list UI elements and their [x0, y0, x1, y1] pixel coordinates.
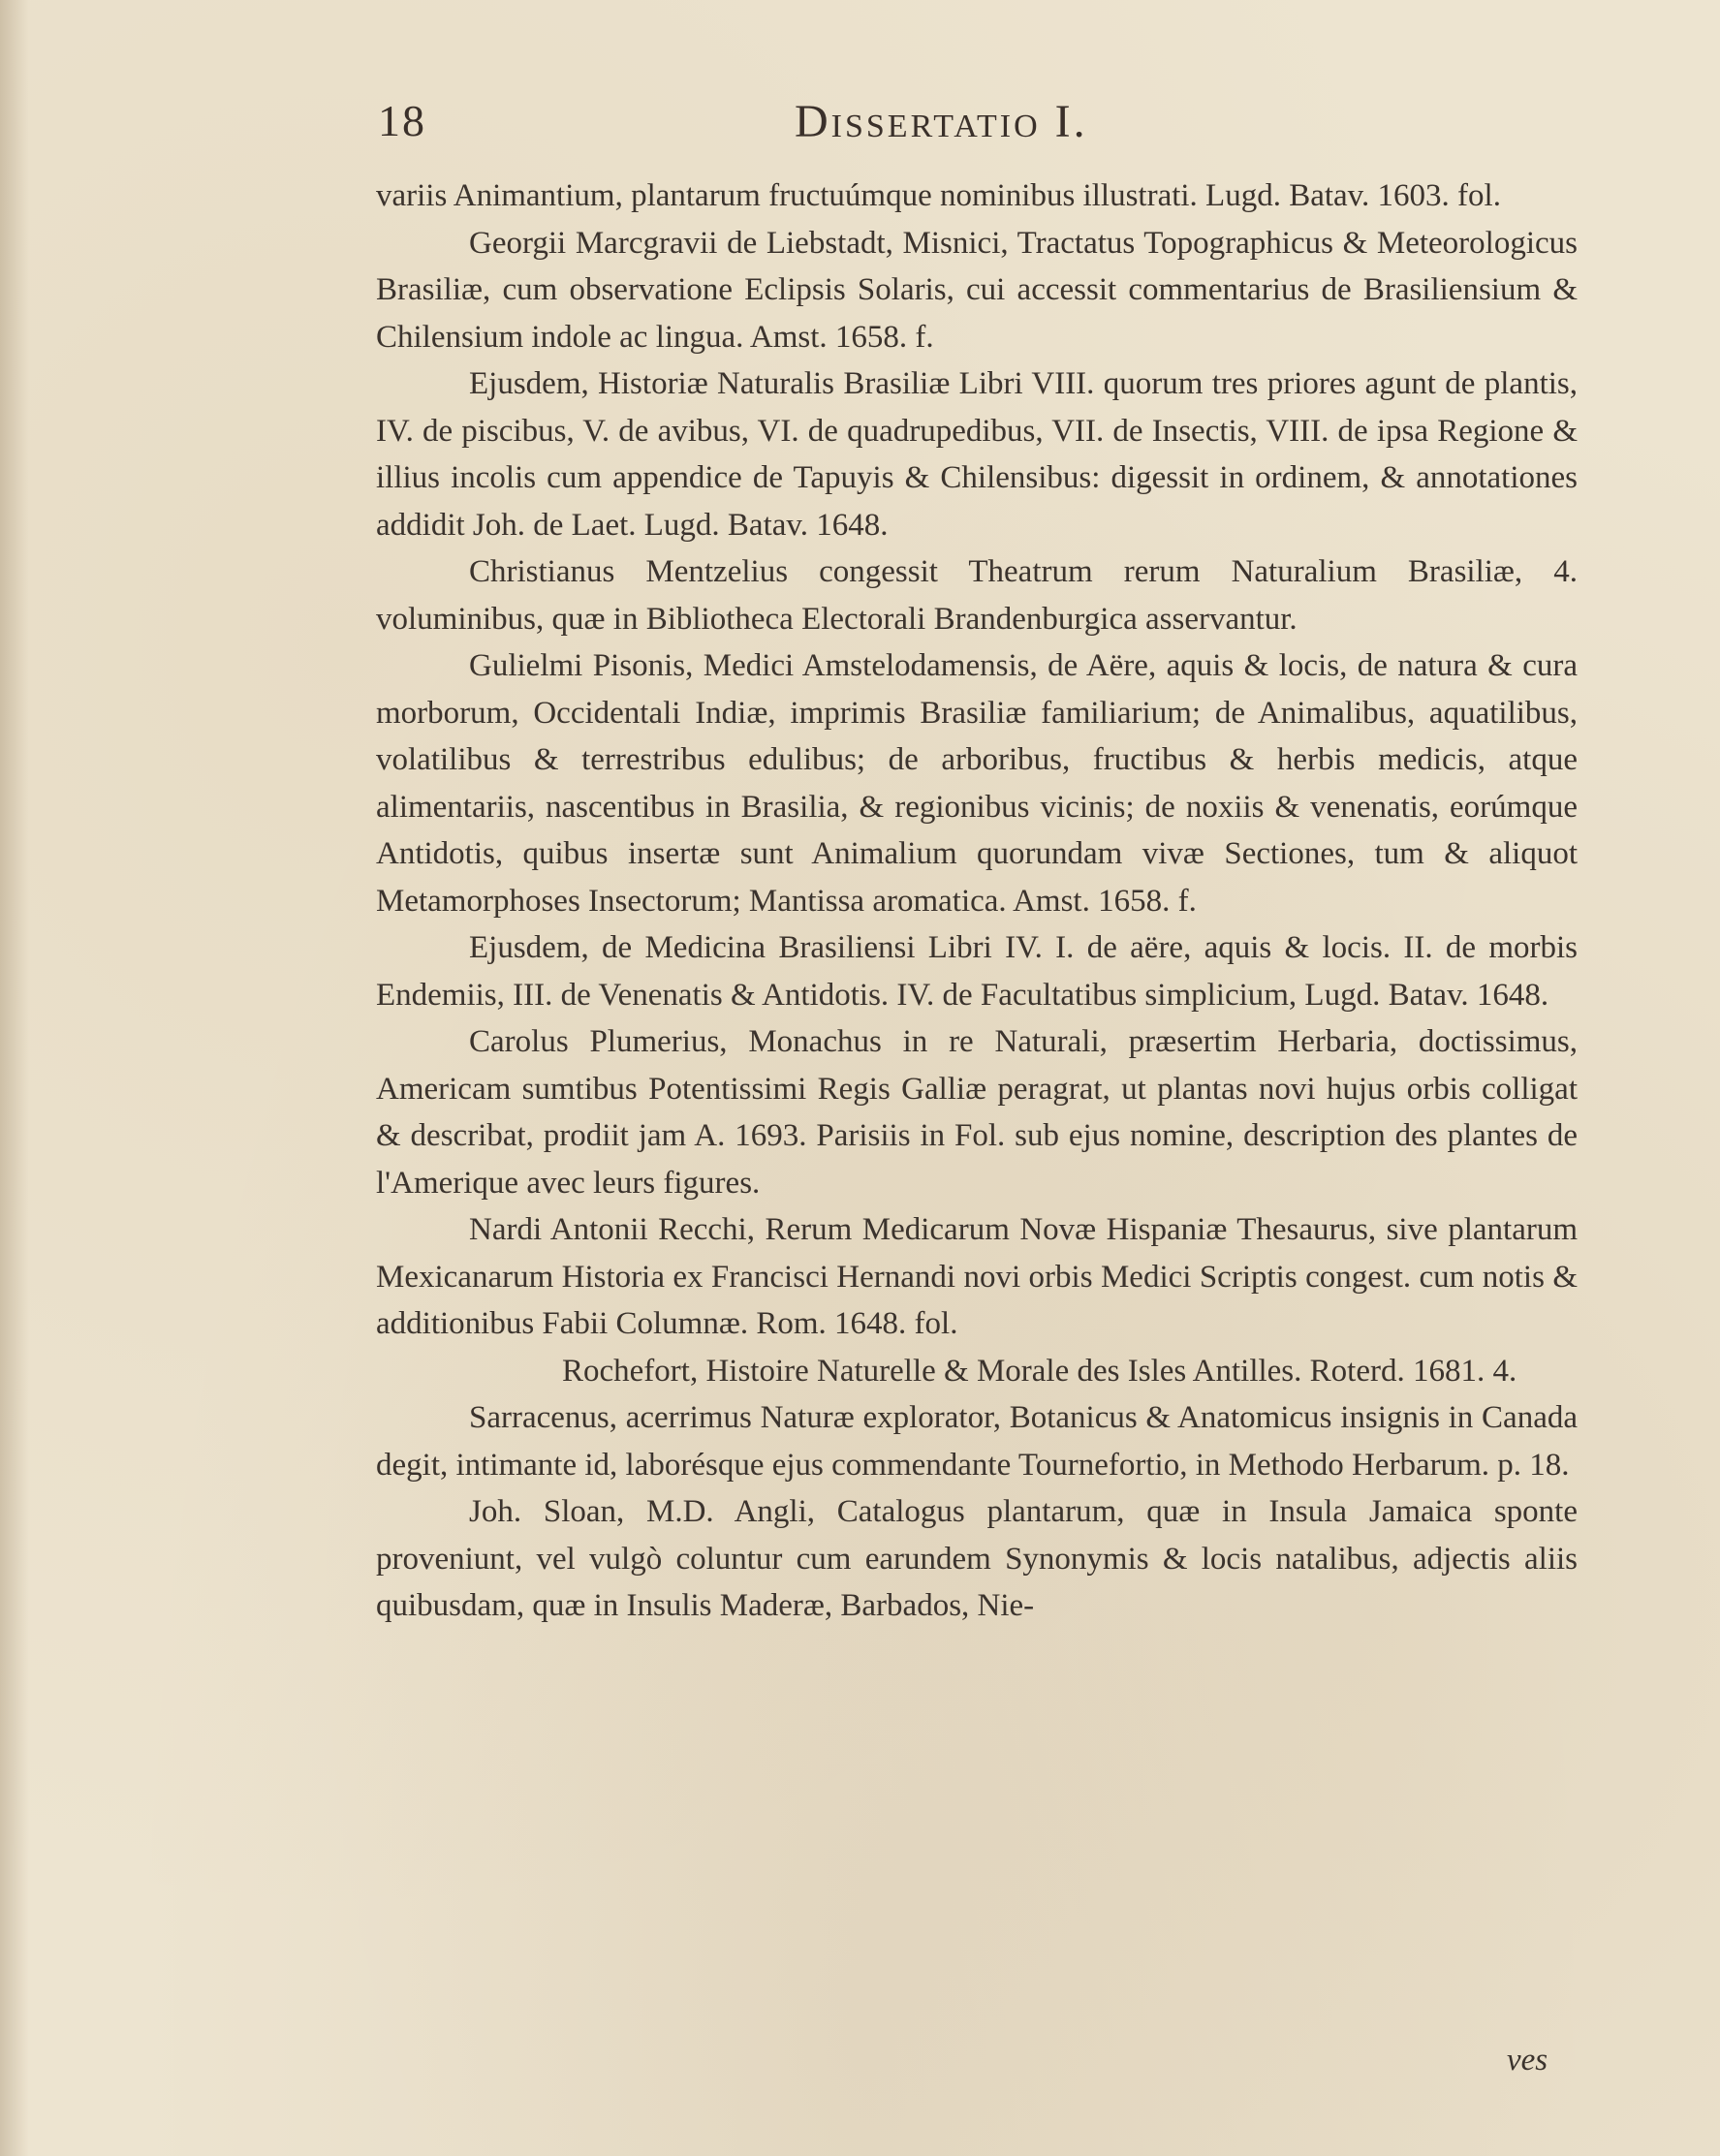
page-number: 18 [378, 96, 426, 145]
catchword: ves [1507, 2043, 1548, 2078]
entry-continuation: variis Animantium, plantarum fructuúmque nominibus illustrati. Lugd. Batav. 1603. fol. [376, 178, 1501, 213]
entry-sarracenus: Sarracenus, acerrimus Naturæ explorator, Botanicus & Anatomicus insignis in Canada degit, intimante id, laborésque ejus commendante Tournefortio, in Methodo Herbarum. p. 18. [376, 1400, 1578, 1483]
body-text [376, 172, 1578, 1630]
entry-piso: Gulielmi Pisonis, Medici Amstelodamensis, de Aëre, aquis & locis, de natura & cura morborum, Occidentali Indiæ, imprimis Brasiliæ familiarium; de Animalibus, aquatilibus, volatilibus & terrestribus edulibus; de arboribus, fructibus & herbis medicis, atque alimentariis, nascentibus in Brasilia, & regionibus vicinis; de noxiis & venenatis, eorúmque Antidotis, quibus insertæ sunt Animalium quorundam vivæ Sectiones, tum & aliquot Metamorphoses Insectorum; Mantissa aromatica. Amst. 1658. f. [376, 648, 1578, 919]
entry-sloan: Joh. Sloan, M.D. Angli, Catalogus plantarum, quæ in Insula Jamaica sponte proveniunt, vel vulgò coluntur cum earundem Synonymis & locis natalibus, adjectis aliis quibusdam, quæ in Insulis Maderæ, Barbados, Nie- [376, 1494, 1578, 1623]
entry-marcgrave-historia: Ejusdem, Historiæ Naturalis Brasiliæ Libri VIII. quorum tres priores agunt de plantis, IV. de piscibus, V. de avibus, VI. de quadrupedibus, VII. de Insectis, VIII. de ipsa Regione & illius incolis cum appendice de Tapuyis & Chilensibus: digessit in ordinem, & annotationes addidit Joh. de Laet. Lugd. Batav. 1648. [376, 366, 1578, 543]
running-head [378, 95, 1579, 163]
entry-rochefort: Rochefort, Histoire Naturelle & Morale des Isles Antilles. Roterd. 1681. 4. [562, 1353, 1517, 1389]
gutter-shadow [0, 0, 29, 2156]
entry-marcgrave-topographicus: Georgii Marcgravii de Liebstadt, Misnici, Tractatus Topographicus & Meteorologicus Brasiliæ, cum observatione Eclipsis Solaris, cui accessit commentarius de Brasiliensium & Chilensium indole ac lingua. Amst. 1658. f. [376, 225, 1578, 355]
entry-piso-medicina: Ejusdem, de Medicina Brasiliensi Libri IV. I. de aëre, aquis & locis. II. de morbis Endemiis, III. de Venenatis & Antidotis. IV. de Facultatibus simplicium, Lugd. Batav. 1648. [376, 930, 1578, 1013]
entry-mentzel: Christianus Mentzelius congessit Theatrum rerum Naturalium Brasiliæ, 4. voluminibus, quæ in Bibliotheca Electorali Brandenburgica asservantur. [376, 554, 1578, 637]
page-title: Dissertatio I. [795, 96, 1088, 147]
entry-recchi: Nardi Antonii Recchi, Rerum Medicarum Novæ Hispaniæ Thesaurus, sive plantarum Mexicanarum Historia ex Francisci Hernandi novi orbis Medici Scriptis congest. cum notis & additionibus Fabii Columnæ. Rom. 1648. fol. [376, 1212, 1578, 1341]
entry-plumier: Carolus Plumerius, Monachus in re Naturali, præsertim Herbaria, doctissimus, Americam sumtibus Potentissimi Regis Galliæ peragrat, ut plantas novi hujus orbis colligat & describat, prodiit jam A. 1693. Parisiis in Fol. sub ejus nomine, description des plantes de l'Amerique avec leurs figures. [376, 1024, 1578, 1201]
